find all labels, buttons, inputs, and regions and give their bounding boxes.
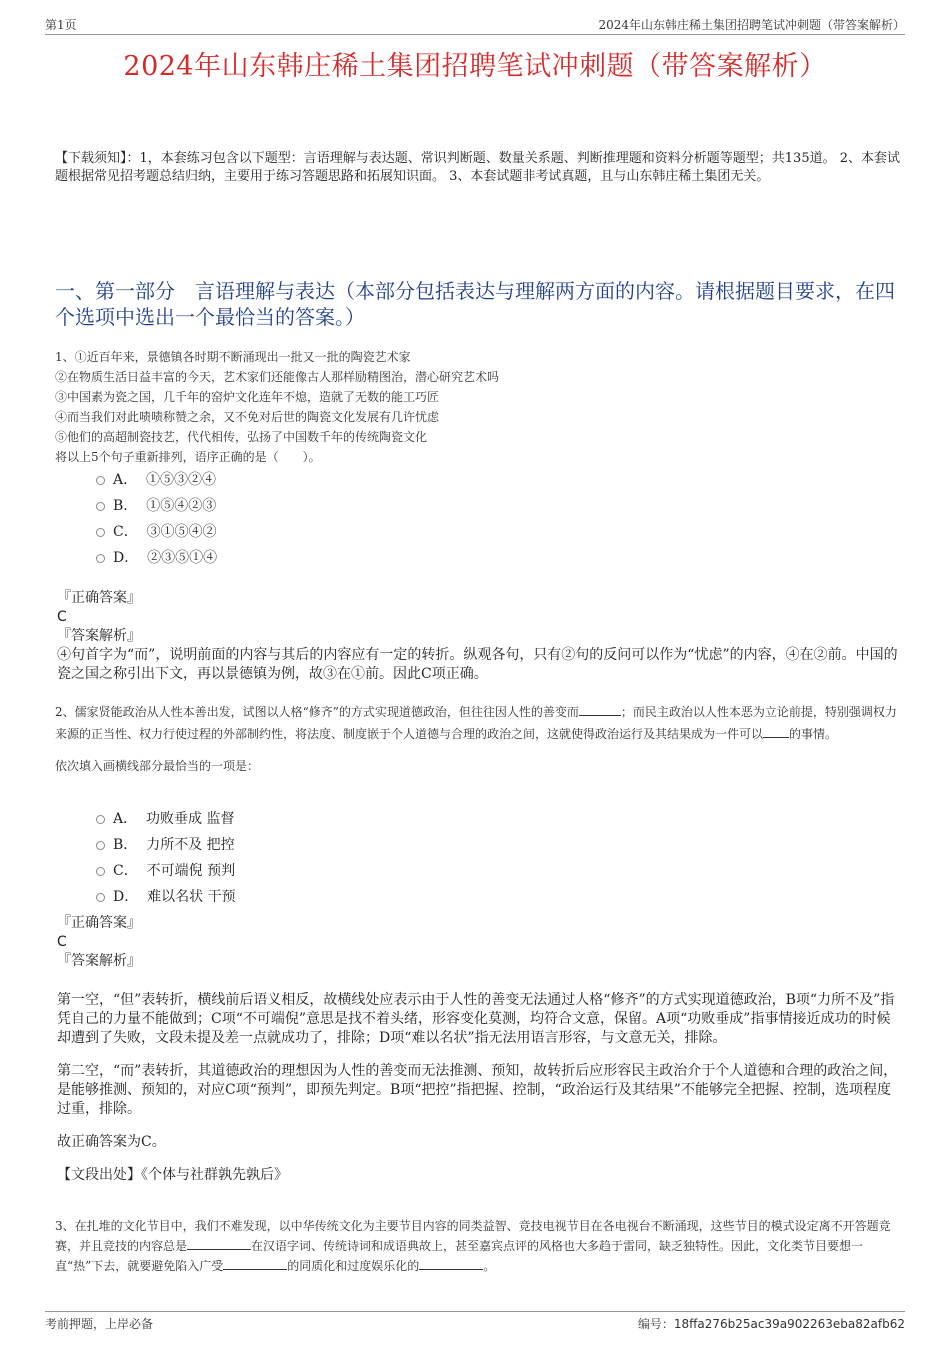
- q3-stem: [55, 1216, 900, 1276]
- radio-icon[interactable]: [96, 867, 105, 876]
- option-text: ①⑤③②④: [146, 472, 217, 488]
- radio-icon[interactable]: [96, 476, 105, 485]
- option-text: ①⑤④②③: [146, 498, 217, 514]
- code-label: 编号：: [637, 1317, 674, 1331]
- q1-option-d[interactable]: [96, 545, 217, 571]
- page-number: 第1页: [45, 18, 77, 32]
- q3-stem-a: 3、在扎堆的文化节目中，我们不难发现，以中华传统文化为主要节目内容的同类益智、竞技电视节目在各电视台不断涌现，这些节目的模式设定离不开答题竞赛，并且竞技的内容总是: [55, 1219, 891, 1253]
- q2-option-c[interactable]: [96, 858, 236, 884]
- option-letter: D．: [113, 550, 139, 566]
- option-letter: B．: [113, 837, 138, 853]
- q3-stem-b: 在汉语字词、传统诗词和成语典故上，甚至嘉宾点评的风格也大多趋于雷同，缺乏独特性。因此，文化类节目要想一直“热”下去，就要避免陷入广受: [55, 1239, 864, 1273]
- q1-line: ④而当我们对此啧啧称赞之余，又不免对后世的陶瓷文化发展有几许忧虑: [55, 410, 440, 424]
- option-text: 难以名状 干预: [147, 889, 236, 905]
- code-value: 18ffa276b25ac39a902263eba82afb62: [673, 1317, 905, 1331]
- radio-icon[interactable]: [96, 815, 105, 824]
- section-heading: 一、第一部分 言语理解与表达（本部分包括表达与理解两方面的内容。请根据题目要求，在四个选项中选出一个最恰当的答案。）: [55, 279, 895, 329]
- radio-icon[interactable]: [96, 528, 105, 537]
- question-1: [55, 347, 900, 467]
- q1-options: [96, 467, 217, 571]
- q2-ask: 依次填入画横线部分最恰当的一项是：: [55, 759, 260, 773]
- page-title: 2024年山东韩庄稀土集团招聘笔试冲刺题（带答案解析）: [123, 51, 827, 82]
- header-doc-title: 2024年山东韩庄稀土集团招聘笔试冲刺题（带答案解析）: [598, 18, 905, 32]
- notice-label: 【下载须知】: [55, 151, 127, 166]
- question-3: [55, 1216, 900, 1276]
- footer-code: [638, 1315, 905, 1332]
- option-text: 不可端倪 预判: [146, 863, 236, 879]
- q2-stem-b: ；而民主政治以人性本恶为立论前提，特别强调权力来源的正当性、权力行使过程的外部制约性，将法度、制度嵌于个人道德与合理的政治之间，这就使得政治运行及其结果成为一件可以: [55, 705, 897, 741]
- fill-blank: [579, 703, 621, 716]
- analysis-text: ④句首字为“而”，说明前面的内容与其后的内容应有一定的转折。纵观各句，只有②句的反问可以作为“忧虑”的内容，④在②前。中国的瓷之国之称引出下文，再以景德镇为例，故③在①前。因此C项正确。: [57, 647, 898, 682]
- download-notice: [55, 150, 900, 186]
- q1-line: ⑤他们的高超制瓷技艺，代代相传，弘扬了中国数千年的传统陶瓷文化: [55, 430, 428, 444]
- q1-answer-block: [57, 589, 900, 684]
- radio-icon[interactable]: [96, 554, 105, 563]
- footer-slogan: 考前押题，上岸必备: [45, 1317, 154, 1331]
- analysis-paragraph: 故正确答案为C。: [57, 1134, 166, 1150]
- q2-stem-c: 的事情。: [789, 727, 838, 741]
- analysis-label: 『答案解析』: [57, 953, 141, 969]
- q2-answer-block: [57, 914, 900, 1185]
- q2-stem: [55, 701, 900, 745]
- q3-stem-c: 的同质化和过度娱乐化的: [287, 1259, 420, 1273]
- option-text: ②③⑤①④: [147, 550, 218, 566]
- page-footer: [45, 1311, 905, 1332]
- option-letter: A．: [113, 811, 138, 827]
- fill-blank: [187, 1237, 251, 1250]
- option-letter: D．: [113, 889, 139, 905]
- q1-option-b[interactable]: [96, 493, 217, 519]
- q2-options: [96, 806, 236, 910]
- option-text: 功败垂成 监督: [146, 811, 235, 827]
- answer-label: 『正确答案』: [57, 590, 141, 606]
- fill-blank: [223, 1257, 287, 1270]
- answer-value: C: [57, 609, 67, 625]
- q2-option-b[interactable]: [96, 832, 236, 858]
- q1-line: 将以上5个句子重新排列，语序正确的是（ ）。: [55, 450, 321, 464]
- fill-blank: [763, 725, 789, 738]
- option-text: ③①⑤④②: [146, 524, 217, 540]
- question-2: [55, 701, 900, 777]
- notice-text: ：1，本套练习包含以下题型：言语理解与表达题、常识判断题、数量关系题、判断推理题和资料分析题等题型；共135道。 2、本套试题根据常见招考题总结归纳，主要用于练习答题思路和拓展知识面。 3、本套试题非考试真题，且与山东韩庄稀土集团无关。: [55, 151, 901, 184]
- radio-icon[interactable]: [96, 841, 105, 850]
- option-text: 力所不及 把控: [146, 837, 235, 853]
- q1-line: ③中国素为瓷之国，几千年的窑炉文化连年不熄，造就了无数的能工巧匠: [55, 390, 440, 404]
- option-letter: C．: [113, 524, 138, 540]
- q2-option-d[interactable]: [96, 884, 236, 910]
- q1-line: 1、①近百年来，景德镇各时期不断涌现出一批又一批的陶瓷艺术家: [55, 350, 411, 364]
- q2-stem-a: 2、儒家贤能政治从人性本善出发，试图以人格“修齐”的方式实现道德政治，但往往因人性的善变而: [55, 705, 579, 719]
- analysis-paragraph: 第一空，“但”表转折，横线前后语义相反，故横线处应表示由于人性的善变无法通过人格“修齐”的方式实现道德政治，B项“力所不及”指凭自己的力量不能做到；C项“不可端倪”意思是找不着头绪，形容变化莫测，均符合文意，保留。A项“功败垂成”指事情接近成功的时候却遭到了失败，文段未提及差一点就成功了，排除；D项“难以名状”指无法用语言形容，与文意无关，排除。: [57, 992, 895, 1046]
- q1-option-a[interactable]: [96, 467, 217, 493]
- fill-blank: [419, 1257, 483, 1270]
- page-header: [45, 14, 905, 35]
- q1-option-c[interactable]: [96, 519, 217, 545]
- option-letter: A．: [113, 472, 138, 488]
- analysis-label: 『答案解析』: [57, 628, 141, 644]
- q3-stem-d: 。: [483, 1259, 496, 1273]
- radio-icon[interactable]: [96, 502, 105, 511]
- answer-label: 『正确答案』: [57, 915, 141, 931]
- q2-option-a[interactable]: [96, 806, 236, 832]
- option-letter: C．: [113, 863, 138, 879]
- radio-icon[interactable]: [96, 893, 105, 902]
- option-letter: B．: [113, 498, 138, 514]
- analysis-paragraph: 第二空，“而”表转折，其道德政治的理想因为人性的善变而无法推测、预知，故转折后应形容民主政治介于个人道德和合理的政治之间，是能够推测、预知的，对应C项“预判”，即预先判定。B项“把控”指把握、控制，“政治运行及其结果”不能够完全把握、控制，选项程度过重，排除。: [57, 1063, 898, 1117]
- q1-line: ②在物质生活日益丰富的今天，艺术家们还能像古人那样励精图治，潜心研究艺术吗: [55, 370, 500, 384]
- source-citation: 【文段出处】《个体与社群孰先孰后》: [57, 1167, 288, 1183]
- answer-value: C: [57, 934, 67, 950]
